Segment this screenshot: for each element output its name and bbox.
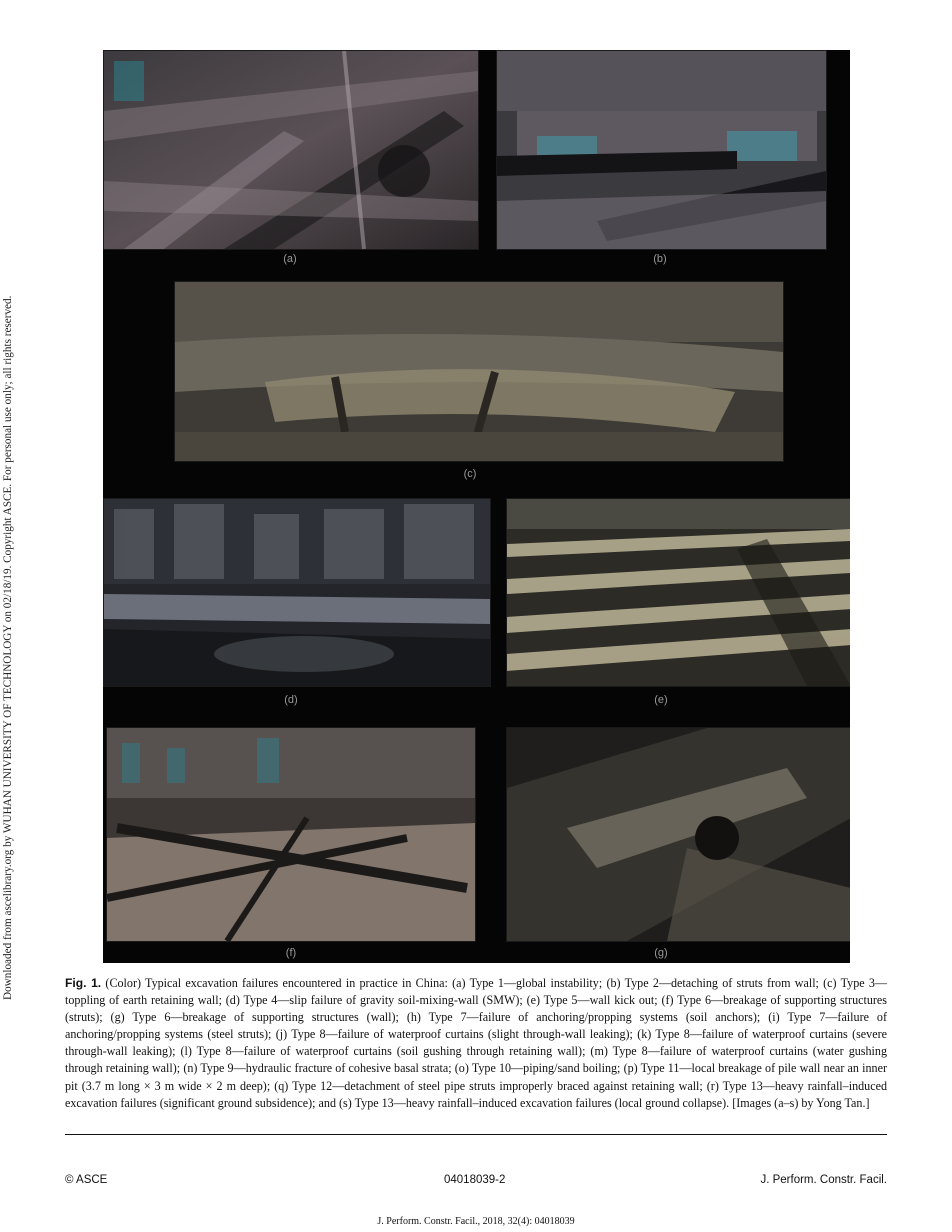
label-c: (c) [463, 468, 477, 480]
footer-copyright: © ASCE [65, 1174, 108, 1186]
photo-f [106, 727, 476, 942]
footer-journal: J. Perform. Constr. Facil. [760, 1174, 887, 1186]
citation-line: J. Perform. Constr. Facil., 2018, 32(4): 04018039 [377, 1216, 575, 1227]
photo-d [103, 498, 491, 687]
caption-label: Fig. 1. [65, 976, 102, 990]
label-e: (e) [654, 694, 668, 706]
label-f: (f) [285, 947, 297, 959]
photo-e [506, 498, 850, 687]
figure-1 [103, 50, 850, 963]
photo-a [103, 50, 479, 250]
footer-rule [65, 1134, 887, 1135]
label-d: (d) [284, 694, 298, 706]
label-g: (g) [654, 947, 668, 959]
photo-b [496, 50, 827, 250]
label-b: (b) [653, 253, 667, 265]
label-a: (a) [283, 253, 297, 265]
photo-g [506, 727, 850, 942]
caption-text: (Color) Typical excavation failures encountered in practice in China: (a) Type 1—global instability; (b) Type 2—detaching of struts from wall; (c) Type 3—toppling of earth retaining wall; (d) Type 4—slip failure of gravity soil-mixing-wall (SMW); (e) Type 5—wall kick out; (f) Type 6—breakage of supporting structures (struts); (g) Type 6—breakage of supporting structures (wall); (h) Type 7—failure of anchoring/propping systems (soil anchors); (i) Type 7—failure of anchoring/propping systems (steel struts); (j) Type 8—failure of waterproof curtains (slight through-wall leaking); (k) Type 8—failure of waterproof curtains (severe through-wall leaking); (l) Type 8—failure of waterproof curtains (soil gushing through retaining wall); (m) Type 8—failure of waterproof curtains (water gushing through retaining wall); (n) Type 9—hydraulic fracture of cohesive basal strata; (o) Type 10—piping/sand boiling; (p) Type 11—local breakage of pile wall near an inner pit (3.7 m long × 3 m wide × 2 m deep); (q) Type 12—detachment of steel pipe struts improperly braced against retaining wall; (r) Type 13—heavy rainfall–induced excavation failures (significant ground subsidence); and (s) Type 13—heavy rainfall–induced excavation failures (local ground collapse). [Images (a–s) by Yong Tan.] [65, 976, 887, 1110]
photo-c [174, 281, 784, 462]
figure-caption [65, 975, 887, 1112]
download-notice: Downloaded from ascelibrary.org by WUHAN UNIVERSITY OF TECHNOLOGY on 02/18/19. Copyright ASCE. For personal use only; all rights reserved. [2, 295, 14, 1000]
footer-article-number: 04018039-2 [444, 1174, 506, 1186]
